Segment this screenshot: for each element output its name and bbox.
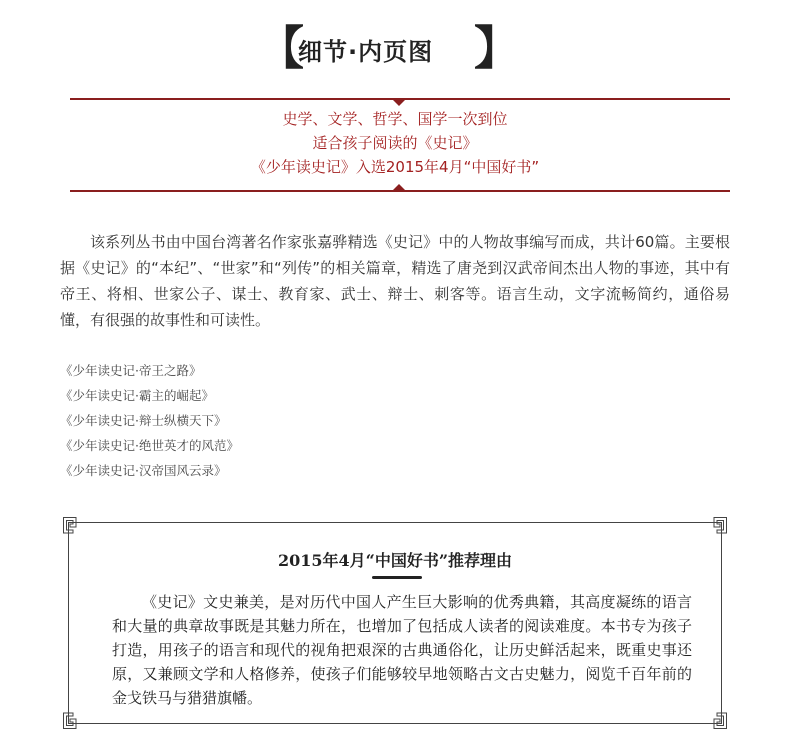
list-item: 《少年读史记·霸主的崛起》	[60, 388, 214, 403]
list-item: 《少年读史记·辩士纵横天下》	[60, 413, 227, 428]
banner-line-2: 适合孩子阅读的《史记》	[312, 134, 478, 152]
triangle-down-icon	[393, 100, 405, 106]
banner-bottom-rule	[70, 190, 730, 192]
frame-edge-bottom	[84, 723, 706, 724]
banner-line-3: 《少年读史记》入选2015年4月“中国好书”	[250, 158, 540, 176]
fret-corner-icon	[62, 516, 86, 540]
section-header	[0, 22, 790, 82]
book-list	[60, 358, 239, 483]
list-item: 《少年读史记·汉帝国风云录》	[60, 463, 227, 478]
section-title: 细节·内页图	[298, 38, 434, 66]
title-underline	[372, 576, 422, 579]
intro-paragraph: 该系列丛书由中国台湾著名作家张嘉骅精选《史记》中的人物故事编写而成，共计60篇。主要根据《史记》的“本纪”、“世家”和“列传”的相关篇章，精选了唐尧到汉武帝间杰出人物的事迹，其中有帝王、将相、世家公子、谋士、教育家、武士、辩士、刺客等。语言生动，文字流畅简约，通俗易懂，有很强的故事性和可读性。	[60, 233, 730, 329]
fret-corner-icon	[62, 706, 86, 730]
fret-corner-icon	[704, 516, 728, 540]
list-item: 《少年读史记·绝世英才的风范》	[60, 438, 239, 453]
recommendation-body: 《史记》文史兼美，是对历代中国人产生巨大影响的优秀典籍，其高度凝练的语言和大量的典章故事既是其魅力所在，也增加了包括成人读者的阅读难度。本书专为孩子打造，用孩子的语言和现代的视角把艰深的古典通俗化，让历史鲜活起来，既重史事还原，又兼顾文学和人格修养，使孩子们能够较早地领略古文古史魅力，阅览千百年前的金戈铁马与猎猎旗幡。	[112, 593, 692, 707]
frame-edge-top	[84, 522, 706, 523]
list-item: 《少年读史记·帝王之路》	[60, 363, 202, 378]
right-bracket-ornament: 】	[474, 21, 520, 75]
recommendation-box	[62, 516, 728, 730]
recommendation-title: 2015年4月“中国好书”推荐理由	[277, 551, 513, 570]
banner-line-1: 史学、文学、哲学、国学一次到位	[282, 110, 508, 128]
fret-corner-icon	[704, 706, 728, 730]
left-bracket-ornament: 【	[258, 21, 304, 75]
